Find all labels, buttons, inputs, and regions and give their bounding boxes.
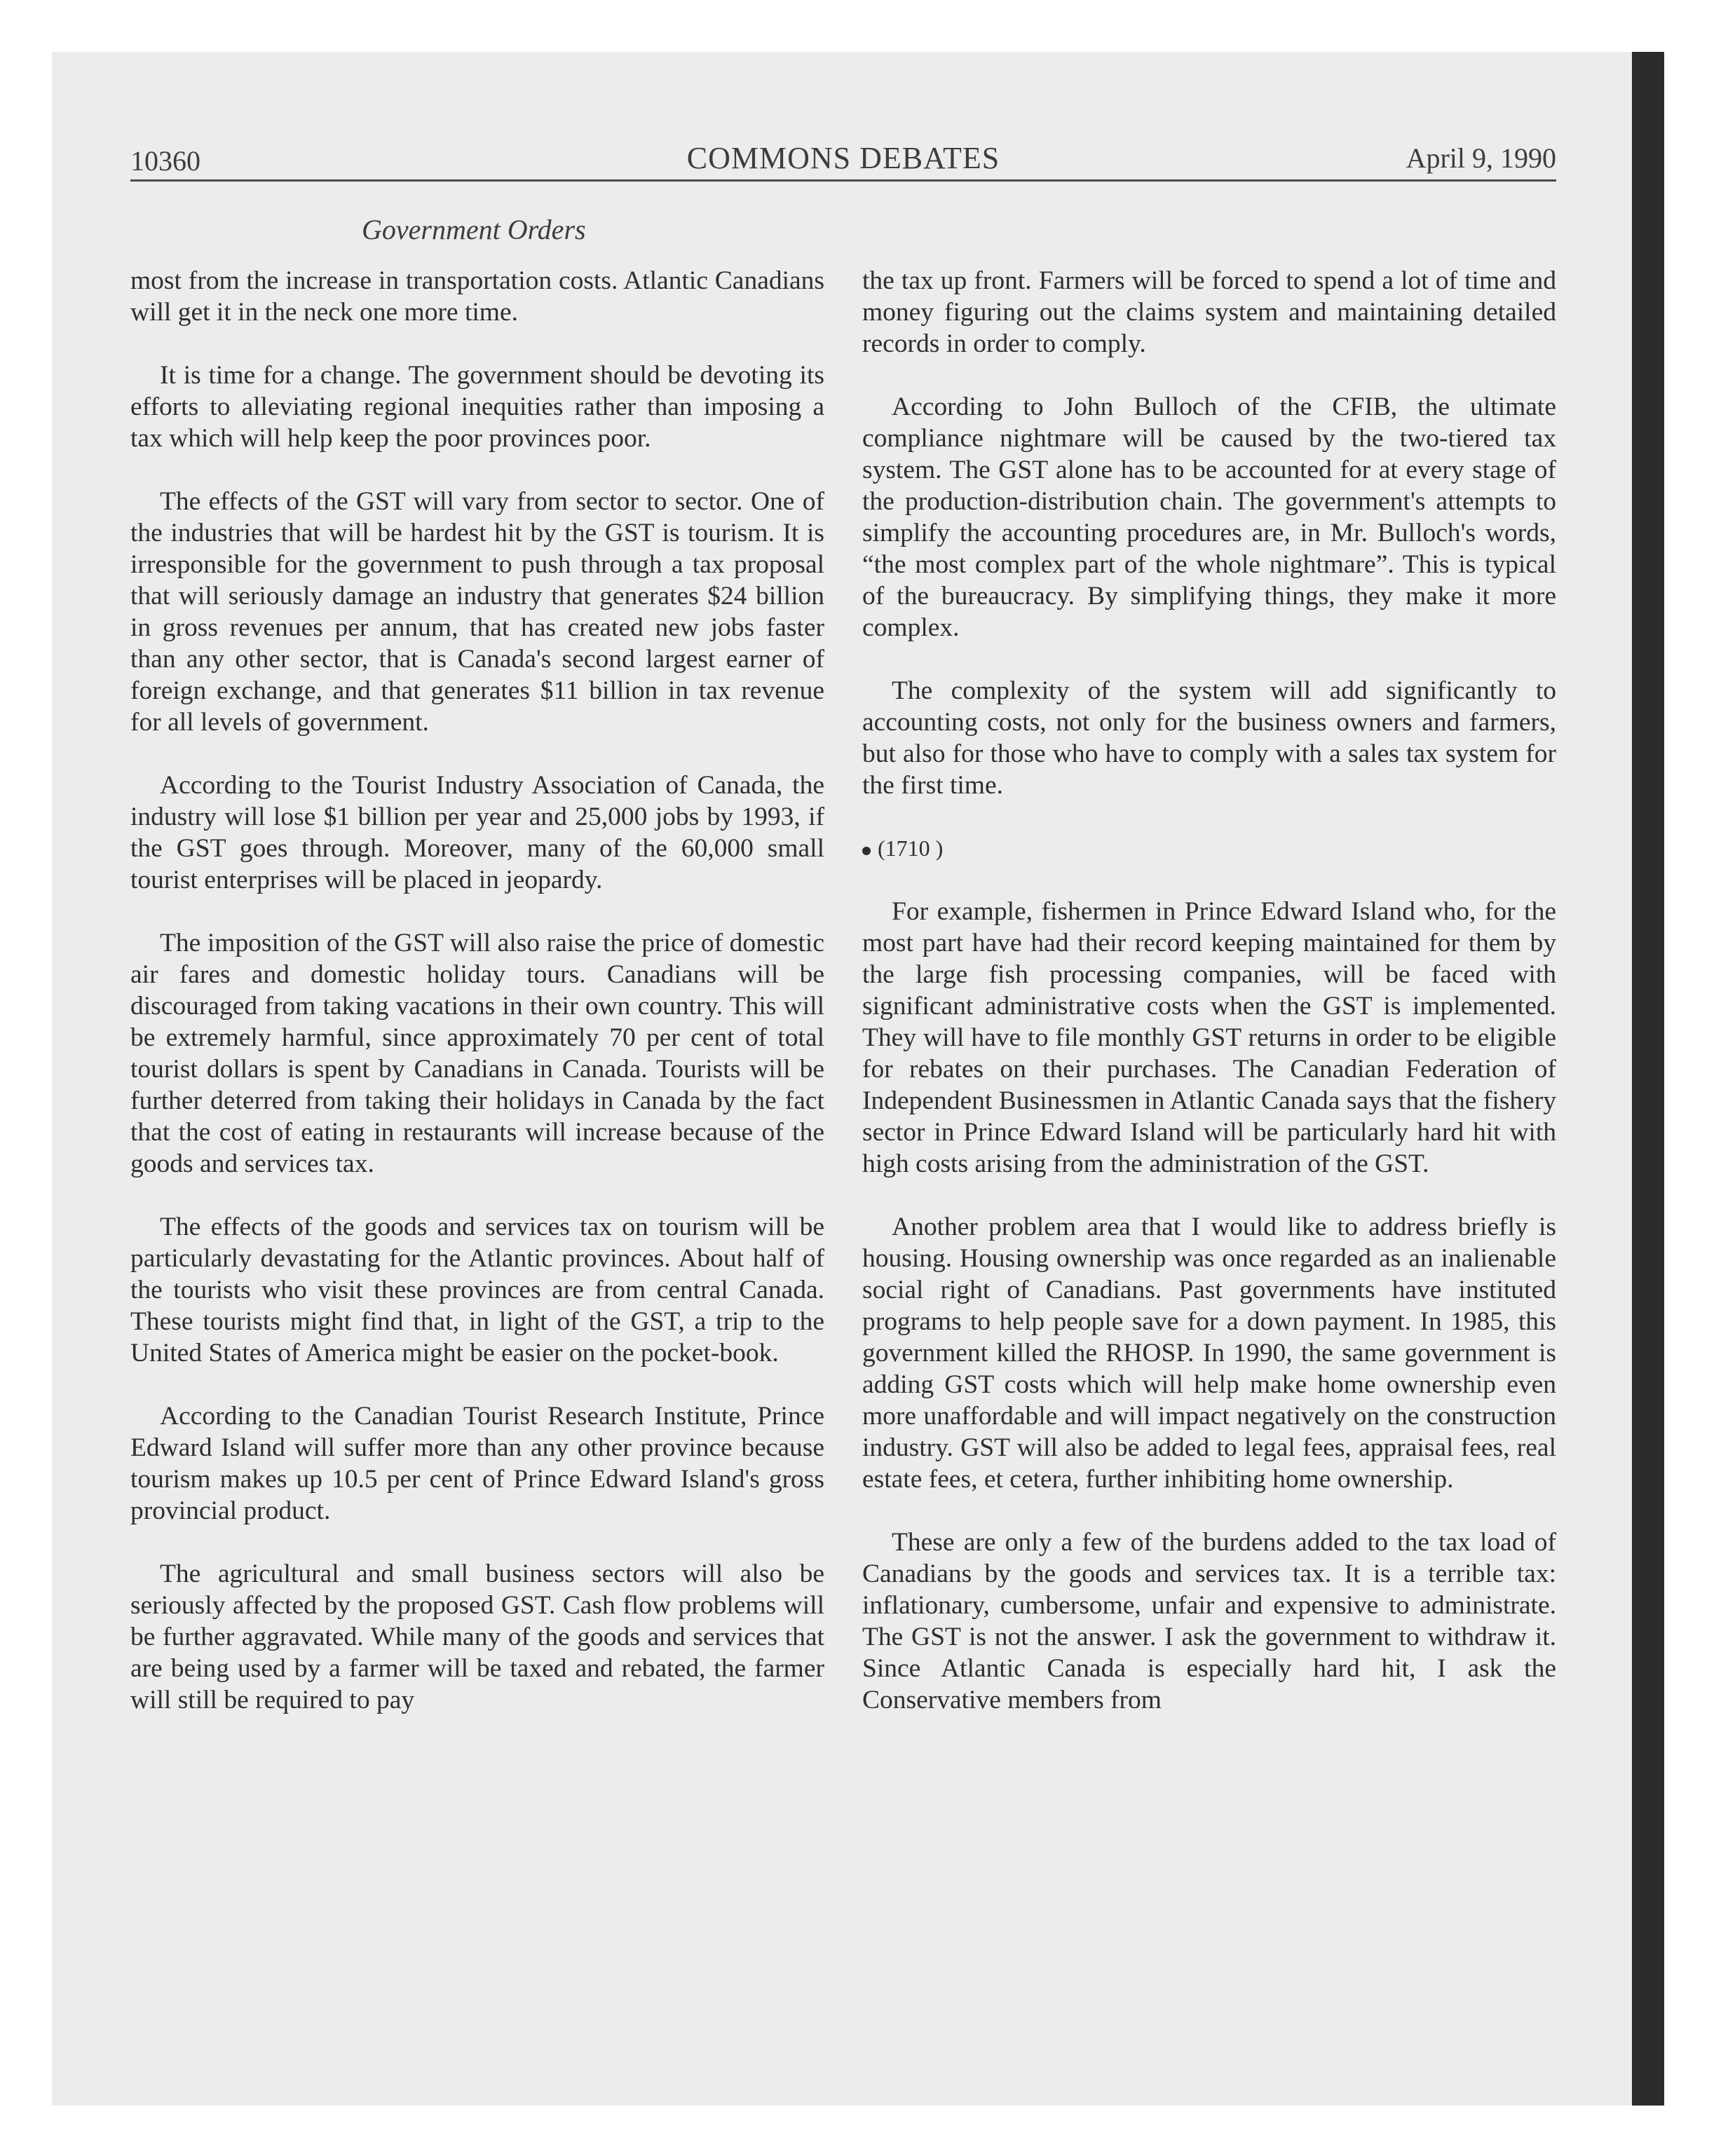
paragraph: The effects of the goods and services tax on tourism will be particularly devastating for the Atlantic provinces. About half of the tourists who visit these provinces are from central Canada. These tourists might find that, in light of the GST, a trip to the United States of America might be easier on the pocket-book. [130, 1213, 824, 1367]
bullet-icon [862, 847, 871, 855]
page-number: 10360 [130, 145, 200, 177]
journal-title: COMMONS DEBATES [686, 141, 1000, 175]
left-column [130, 265, 824, 1716]
time-marker-label: (1710 ) [878, 835, 944, 861]
paragraph: These are only a few of the burdens added to the tax load of Canadians by the goods and services tax. It is a terrible tax: inflationary, cumbersome, unfair and expensive to administrate. The GST is not the answer. I ask the government to withdraw it. Since Atlantic Canada is especially hard hit, I ask the Conservative members from [862, 1528, 1556, 1714]
paragraph: the tax up front. Farmers will be forced to spend a lot of time and money figuring out the claims system and maintaining detailed records in order to comply. [862, 266, 1556, 358]
time-marker [862, 833, 1556, 864]
paragraph: According to the Tourist Industry Association of Canada, the industry will lose $1 billion per year and 25,000 jobs by 1993, if the GST goes through. Moreover, many of the 60,000 small tourist enterprises will be placed in jeopardy. [130, 771, 824, 894]
paragraph: Another problem area that I would like to address briefly is housing. Housing ownership was once regarded as an inalienable social right of Canadians. Past governments have instituted programs to help people save for a down payment. In 1985, this government killed the RHOSP. In 1990, the same government is adding GST costs which will help make home ownership even more unaffordable and will impact negatively on the construction industry. GST will also be added to legal fees, appraisal fees, real estate fees, et cetera, further inhibiting home ownership. [862, 1213, 1556, 1494]
right-column [862, 265, 1556, 1716]
paragraph: The complexity of the system will add significantly to accounting costs, not only for the business owners and farmers, but also for those who have to comply with a sales tax system for the first time. [862, 676, 1556, 800]
paragraph: According to the Canadian Tourist Research Institute, Prince Edward Island will suffer more than any other province because tourism makes up 10.5 per cent of Prince Edward Island's gross provincial product. [130, 1402, 824, 1525]
paragraph: The effects of the GST will vary from sector to sector. One of the industries that will be hardest hit by the GST is tourism. It is irresponsible for the government to push through a tax proposal that will seriously damage an industry that generates $24 billion in gross revenues per annum, that has created new jobs faster than any other sector, that is Canada's second largest earner of foreign exchange, and that generates $11 billion in tax revenue for all levels of government. [130, 487, 824, 737]
paragraph: According to John Bulloch of the CFIB, the ultimate compliance nightmare will be caused by the two-tiered tax system. The GST alone has to be accounted for at every stage of the production-distribution chain. The government's attempts to simplify the accounting procedures are, in Mr. Bulloch's words, “the most complex part of the whole nightmare”. This is typical of the bureaucracy. By simplifying things, they make it more complex. [862, 393, 1556, 642]
paragraph: The agricultural and small business sectors will also be seriously affected by the proposed GST. Cash flow problems will be further aggravated. While many of the goods and services that are being used by a farmer will be taxed and rebated, the farmer will still be required to pay [130, 1560, 824, 1714]
header-date: April 9, 1990 [1406, 142, 1556, 174]
paragraph: most from the increase in transportation costs. Atlantic Canadians will get it in the neck one more time. [130, 266, 824, 327]
section-title: Government Orders [362, 214, 586, 245]
scan-edge-shadow [1632, 52, 1664, 2106]
paragraph: For example, fishermen in Prince Edward Island who, for the most part have had their record keeping maintained for them by the large fish processing companies, will be faced with significant administrative costs when the GST is implemented. They will have to file monthly GST returns in order to be eligible for rebates on their purchases. The Canadian Federation of Independent Businessmen in Atlantic Canada says that the fishery sector in Prince Edward Island will be particularly hard hit with high costs arising from the administration of the GST. [862, 897, 1556, 1178]
page-header [130, 132, 1556, 181]
paragraph: It is time for a change. The government should be devoting its efforts to alleviating regional inequities rather than imposing a tax which will help keep the poor provinces poor. [130, 361, 824, 453]
header-rule [130, 179, 1556, 182]
paragraph: The imposition of the GST will also raise the price of domestic air fares and domestic holiday tours. Canadians will be discouraged from taking vacations in their own country. This will be extremely harmful, since approximately 70 per cent of total tourist dollars is spent by Canadians in Canada. Tourists will be further deterred from taking their holidays in Canada by the fact that the cost of eating in restaurants will increase because of the goods and services tax. [130, 929, 824, 1178]
